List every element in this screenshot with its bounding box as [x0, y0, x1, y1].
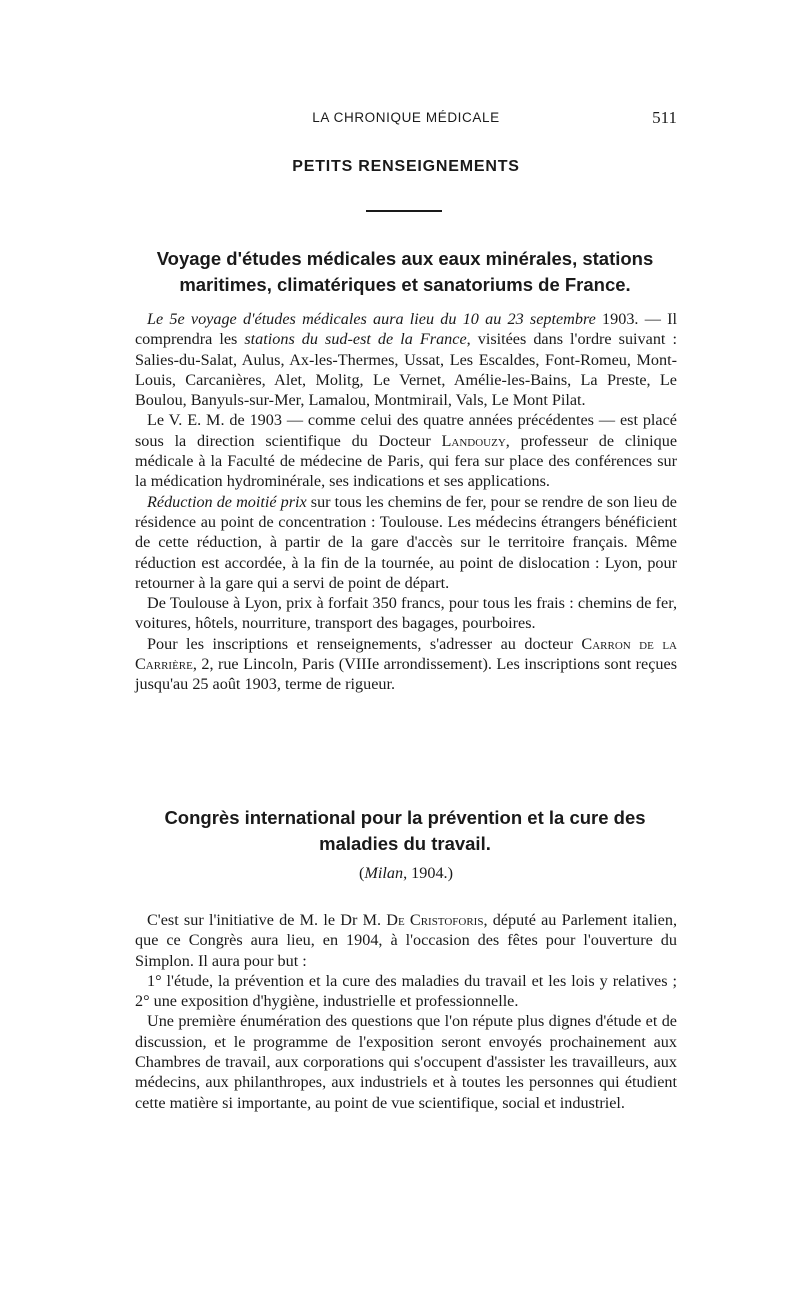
paragraph: Une première énumération des questions que l'on répute plus dignes d'étude et de discussion, et le programme de l'exposition seront envoyés prochainement aux Chambres de travail, aux corporations qui s'occupent d'assister les travailleurs, aux médecins, aux philanthropes, aux industriels et à toutes les personnes qui étudient cette matière si importante, au point de vue scientifique, social et industriel.	[135, 1012, 677, 1112]
text: 1903. — Il comprendra les	[135, 310, 677, 349]
paragraph: De Toulouse à Lyon, prix à forfait 350 francs, pour tous les frais : chemins de fer, voitures, hôtels, nourriture, transport des bagages, pourboires.	[135, 594, 677, 633]
section-title: PETITS RENSEIGNEMENTS	[292, 158, 520, 175]
page-number: 511	[652, 108, 677, 127]
text: Pour les inscriptions et renseignements, s'adresser au docteur	[147, 634, 582, 653]
article-heading-congres	[126, 805, 684, 857]
paragraph	[135, 910, 677, 971]
article-subtitle: (Milan, 1904.)	[359, 864, 453, 882]
person-name: Landouzy	[441, 431, 506, 450]
paragraph: 1° l'étude, la prévention et la cure des maladies du travail et les lois y relatives ; 2° une exposition d'hygiène, industrielle et professionnelle.	[135, 971, 677, 1011]
paragraph	[135, 492, 677, 593]
section-rule	[366, 210, 442, 212]
article-heading-line: maladies du travail.	[319, 833, 491, 854]
paragraph	[135, 309, 677, 410]
person-name: De Cristoforis	[386, 911, 484, 929]
article-heading-line: Congrès international pour la prévention et la cure des	[164, 807, 646, 828]
article-heading-line: maritimes, climatériques et sanatoriums de France.	[179, 274, 631, 295]
article-body-voyage	[135, 309, 677, 695]
text: sur tous les chemins de fer, pour se rendre de son lieu de résidence au point de concentration : Toulouse. Les médecins étrangers bénéficient de cette réduction, à partir de la gare d'accès sur le territoire français. Même réduction est accordée, à la fin de la tournée, au point de dislocation : Lyon, pour retourner à la gare qui a servi de point de départ.	[135, 492, 677, 592]
text: , visitées dans l'ordre suivant : Salies-du-Salat, Aulus, Ax-les-Thermes, Ussat, Les Escaldes, Font-Romeu, Mont-Louis, Carcanières, Alet, Molitg, Le Vernet, Amélie-les-Bains, La Preste, Le Boulou, Banyuls-sur-Mer, Lamalou, Montmirail, Vals, Le Mont Pilat.	[135, 330, 677, 410]
text: , député au Parlement italien, que ce Congrès aura lieu, en 1904, à l'occasion des fêtes pour l'ouverture du Simplon. Il aura pour but :	[135, 911, 677, 970]
article-body-congres	[135, 910, 677, 1113]
text: , professeur de clinique médicale à la Faculté de médecine de Paris, qui fera sur place des conférences sur la médication hydrominérale, ses indications et ses applications.	[135, 431, 677, 491]
paragraph	[135, 634, 677, 695]
text: C'est sur l'initiative de M. le Dr M.	[147, 911, 387, 929]
running-header	[135, 110, 677, 134]
italic-text: Le 5e voyage d'études médicales aura lieu du 10 au 23 septembre	[147, 310, 596, 328]
text: , 2, rue Lincoln, Paris (VIIIe arrondissement). Les inscriptions sont reçues jusqu'au 25 août 1903, terme de rigueur.	[135, 655, 677, 694]
paragraph	[135, 410, 677, 491]
person-name: Carron de la Carrière	[135, 634, 677, 674]
running-title: LA CHRONIQUE MÉDICALE	[312, 110, 500, 125]
text: , 1904.	[403, 864, 448, 882]
article-heading-voyage	[126, 246, 684, 298]
article-heading-line: Voyage d'études médicales aux eaux minérales, stations	[156, 248, 654, 269]
italic-text: Milan	[364, 864, 404, 882]
text: Le V. E. M. de 1903 — comme celui des quatre années précédentes — est placé sous la direction scientifique du Docteur	[135, 411, 677, 450]
italic-text: stations du sud-est de la France	[244, 330, 467, 349]
italic-text: Réduction de moitié prix	[147, 492, 307, 511]
